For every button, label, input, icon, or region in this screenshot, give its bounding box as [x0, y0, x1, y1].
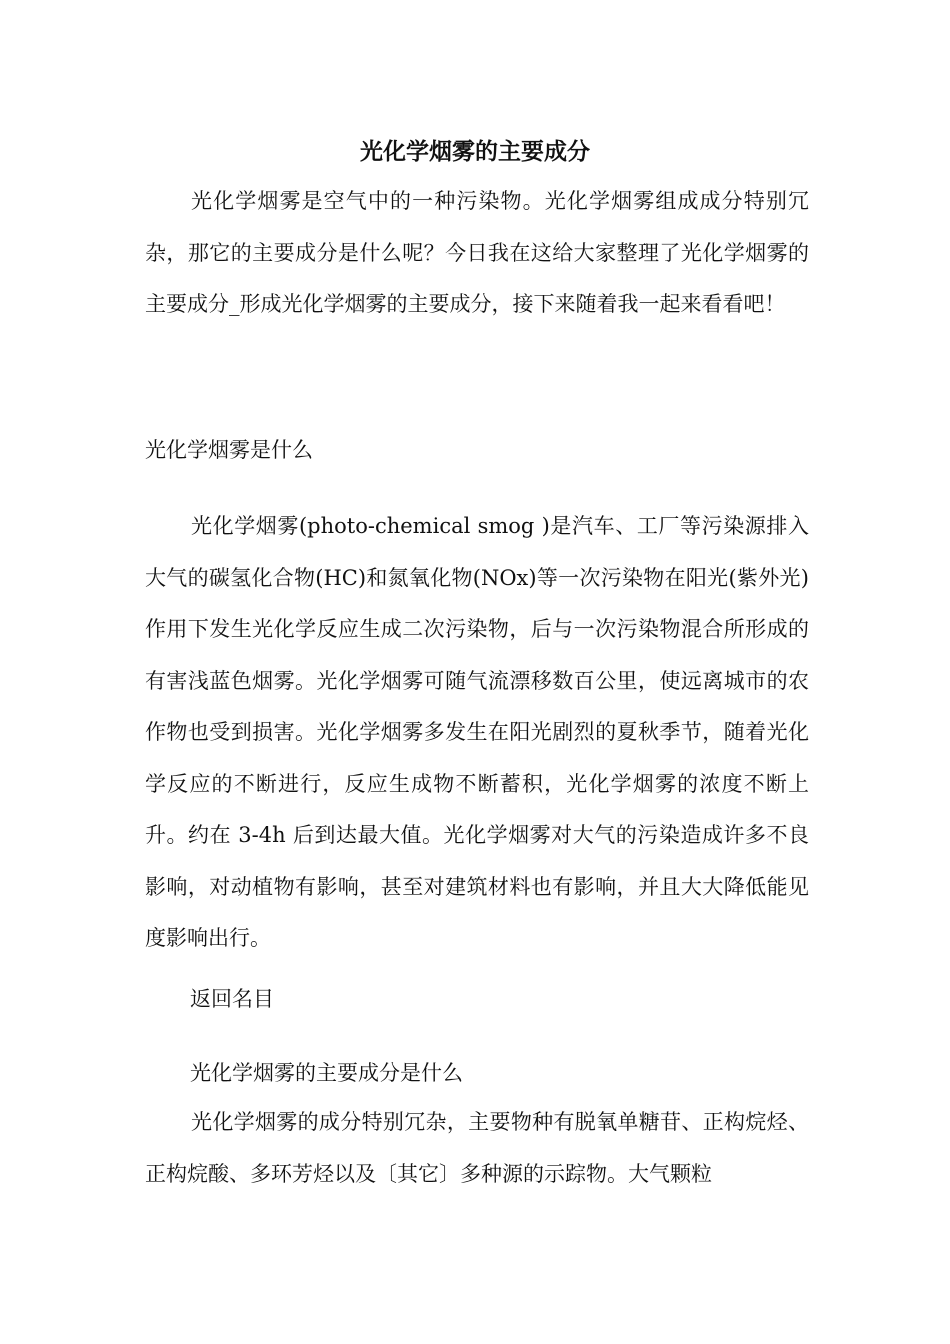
section-heading-what-is: 光化学烟雾是什么 [145, 438, 313, 462]
section-body-what-is: 光化学烟雾(photo-chemical smog )是汽车、工厂等污染源排入大气的碳氢化合物(HC)和氮氧化物(NOx)等一次污染物在阳光(紫外光)作用下发生光化学反应生成二次污染物，后与一次污染物混合所形成的有害浅蓝色烟雾。光化学烟雾可随气流漂移数百公里，使远离城市的农作物也受到损害。光化学烟雾多发生在阳光剧烈的夏秋季节，随着光化学反应的不断进行，反应生成物不断蓄积，光化学烟雾的浓度不断上升。约在 3-4h 后到达最大值。光化学烟雾对大气的污染造成许多不良影响，对动植物有影响，甚至对建筑材料也有影响，并且大大降低能见度影响出行。 [145, 514, 809, 950]
document-title: 光化学烟雾的主要成分 [360, 138, 590, 165]
back-to-contents-link[interactable]: 返回名目 [190, 987, 274, 1011]
section-body-main-components: 光化学烟雾的成分特别冗杂，主要物种有脱氧单糖苷、正构烷烃、正构烷酸、多环芳烃以及〔其它〕多种源的示踪物。大气颗粒 [145, 1110, 809, 1186]
intro-paragraph: 光化学烟雾是空气中的一种污染物。光化学烟雾组成成分特别冗杂，那它的主要成分是什么呢？今日我在这给大家整理了光化学烟雾的主要成分_形成光化学烟雾的主要成分，接下来随着我一起来看看吧！ [145, 189, 809, 316]
section-heading-main-components: 光化学烟雾的主要成分是什么 [190, 1061, 463, 1085]
